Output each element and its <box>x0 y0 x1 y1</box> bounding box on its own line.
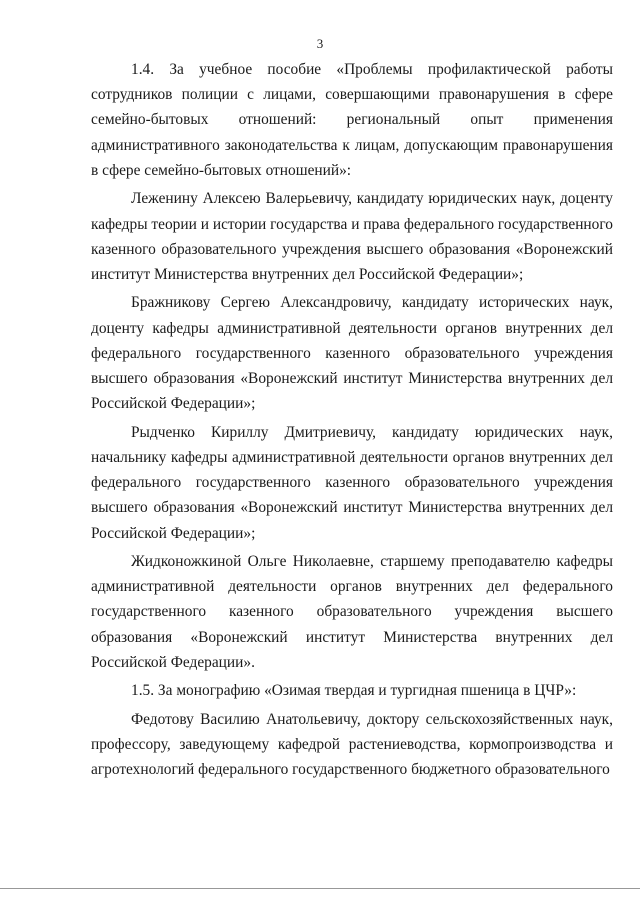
award-1-4-heading: 1.4. За учебное пособие «Проблемы профилактической работы сотрудников полиции с лицами, совершающими правонарушения в сфере семейно-бытовых отношений: региональный опыт применения административного законодательства к лицам, допускающим правонарушения в сфере семейно-бытовых отношений»: <box>91 61 613 179</box>
scan-edge-divider <box>0 888 640 889</box>
award-1-5-heading: 1.5. За монографию «Озимая твердая и тургидная пшеница в ЦЧР»: <box>131 682 577 700</box>
recipient-zhidkonozhkina: Жидконожкиной Ольге Николаевне, старшему преподавателю кафедры административной деятельности органов внутренних дел федерального государственного казенного образовательного учреждения высшего образования «Воронежский институт Министерства внутренних дел Российской Федерации». <box>91 553 613 671</box>
recipient-fedotov: Федотову Василию Анатольевичу, доктору сельскохозяйственных наук, профессору, заведующему кафедрой растениеводства, кормопроизводства и агротехнологий федерального государственного бюджетного образовательного <box>91 710 613 779</box>
page-number: 3 <box>316 36 324 51</box>
recipient-rydchenko: Рыдченко Кириллу Дмитриевичу, кандидату юридических наук, начальнику кафедры административной деятельности органов внутренних дел федерального государственного казенного образовательного учреждения высшего образования «Воронежский институт Министерства внутренних дел Российской Федерации»; <box>91 423 613 542</box>
recipient-brazhnikov: Бражникову Сергею Александровичу, кандидату исторических наук, доценту кафедры административной деятельности органов внутренних дел федерального государственного казенного образовательного учреждения высшего образования «Воронежский институт Министерства внутренних дел Российской Федерации»; <box>91 294 613 413</box>
recipient-lezhenin: Леженину Алексею Валерьевичу, кандидату юридических наук, доценту кафедры теории и истории государства и права федерального государственного казенного образовательного учреждения высшего образования «Воронежский институт Министерства внутренних дел Российской Федерации»; <box>91 190 613 283</box>
document-body <box>91 57 613 782</box>
